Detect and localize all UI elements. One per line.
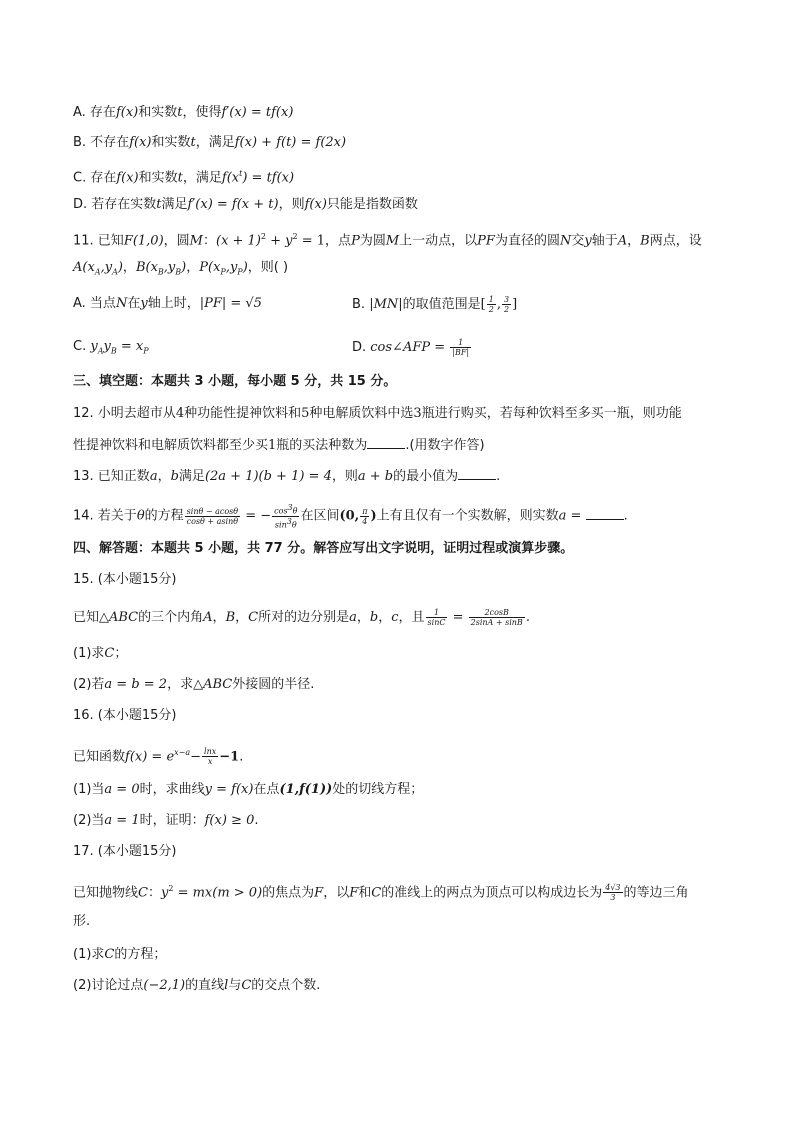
q11-option-c: C. $y_Ay_B = x_P$ bbox=[73, 339, 149, 356]
q11-option-d: D. cos∠AFP = $\frac{1}{|BF|}$ bbox=[352, 338, 470, 357]
q17-stem-line1: 已知抛物线C：$y^2 = mx(m > 0)$的焦点为F，以F和C的准线上的两点为顶点可以构成边长为 $\frac{4√3}{3}$ 的等边三角 bbox=[73, 883, 689, 903]
q11-stem-line2: $A(x_A,y_A)$，$B(x_B,y_B)$，$P(x_P,y_P)$，则( ) bbox=[73, 260, 289, 277]
q15-heading: 15. (本小题15分) bbox=[73, 572, 177, 587]
q17-part-1: (1)求C的方程； bbox=[73, 947, 167, 962]
q16-stem: 已知函数$f(x) = e^{x-a}-$ $\frac{\ln x}{x}$ −1. bbox=[73, 747, 244, 767]
q16-heading: 16. (本小题15分) bbox=[73, 708, 177, 723]
q17-part-2: (2)讨论过点(−2,1)的直线l与C的交点个数. bbox=[73, 978, 321, 993]
q15-part-2: (2)若a = b = 2，求△ABC外接圆的半径. bbox=[73, 677, 315, 692]
q12-answer-blank[interactable] bbox=[367, 436, 405, 449]
q15-stem: 已知△ABC的三个内角A，B，C所对的边分别是a，b，c，且 $\frac{1}{\sin C}$ = $\frac{2\cos B}{2\sin A + \sin B}$ . bbox=[73, 608, 530, 627]
q11-stem-line1: 11. 已知F(1,0)，圆M：$(x + 1)^2 + y^2 = 1$，点P为圆M上一动点，以PF为直径的圆N交y轴于A，B两点，设 bbox=[73, 232, 702, 249]
q10-option-c: C. 存在f(x)和实数t，满足$f(x^t) = tf(x)$ bbox=[73, 169, 295, 186]
q13-answer-blank[interactable] bbox=[458, 467, 496, 480]
q11-option-a: A. 当点N在y轴上时，|PF| = √5 bbox=[73, 296, 262, 311]
q17-stem-line2: 形. bbox=[73, 914, 91, 929]
section-solutions-heading: 四、解答题：本题共 5 小题，共 77 分。解答应写出文字说明，证明过程或演算步骤。 bbox=[73, 541, 574, 556]
q13-stem: 13. 已知正数a，b满足(2a + 1)(b + 1) = 4，则a + b的最小值为 . bbox=[73, 469, 501, 484]
q10-option-b: B. 不存在f(x)和实数t，满足f(x) + f(t) = f(2x) bbox=[73, 135, 347, 150]
q16-part-1: (1)当a = 0时，求曲线y = f(x)在点(1,f(1))处的切线方程； bbox=[73, 782, 424, 797]
q11-option-b: B. |MN|的取值范围是[ $\frac{1}{2}$ , $\frac{3}{2}$ ] bbox=[352, 295, 518, 314]
q15-part-1: (1)求C； bbox=[73, 646, 128, 661]
section-fill-in-heading: 三、填空题：本题共 3 小题，每小题 5 分，共 15 分。 bbox=[73, 374, 397, 389]
q16-part-2: (2)当a = 1时，证明：f(x) ≥ 0. bbox=[73, 813, 259, 828]
q17-heading: 17. (本小题15分) bbox=[73, 844, 177, 859]
q10-option-d: D. 若存在实数t满足f′(x) = f(x + t)，则f(x)只能是指数函数 bbox=[73, 197, 418, 212]
q12-stem-line1: 12. 小明去超市从4种功能性提神饮料和5种电解质饮料中选3瓶进行购买，若每种饮料至多买一瓶，则功能 bbox=[73, 406, 682, 421]
q14-stem: 14. 若关于θ的方程 $\frac{\sin\theta - acos\theta}{\cos\theta + asin\theta}$ = − $\frac{\cos^3\theta}{\sin^3\theta}$ 在区间(0, $\frac{\pi}{4}$ )上有且仅有一个实数解，则实数a = . bbox=[73, 503, 628, 530]
q14-answer-blank[interactable] bbox=[586, 507, 624, 520]
q10-option-a: A. 存在f(x)和实数t，使得f′(x) = tf(x) bbox=[73, 105, 294, 120]
q12-stem-line2: 性提神饮料和电解质饮料都至少买1瓶的买法种数为 .(用数字作答) bbox=[73, 438, 485, 453]
